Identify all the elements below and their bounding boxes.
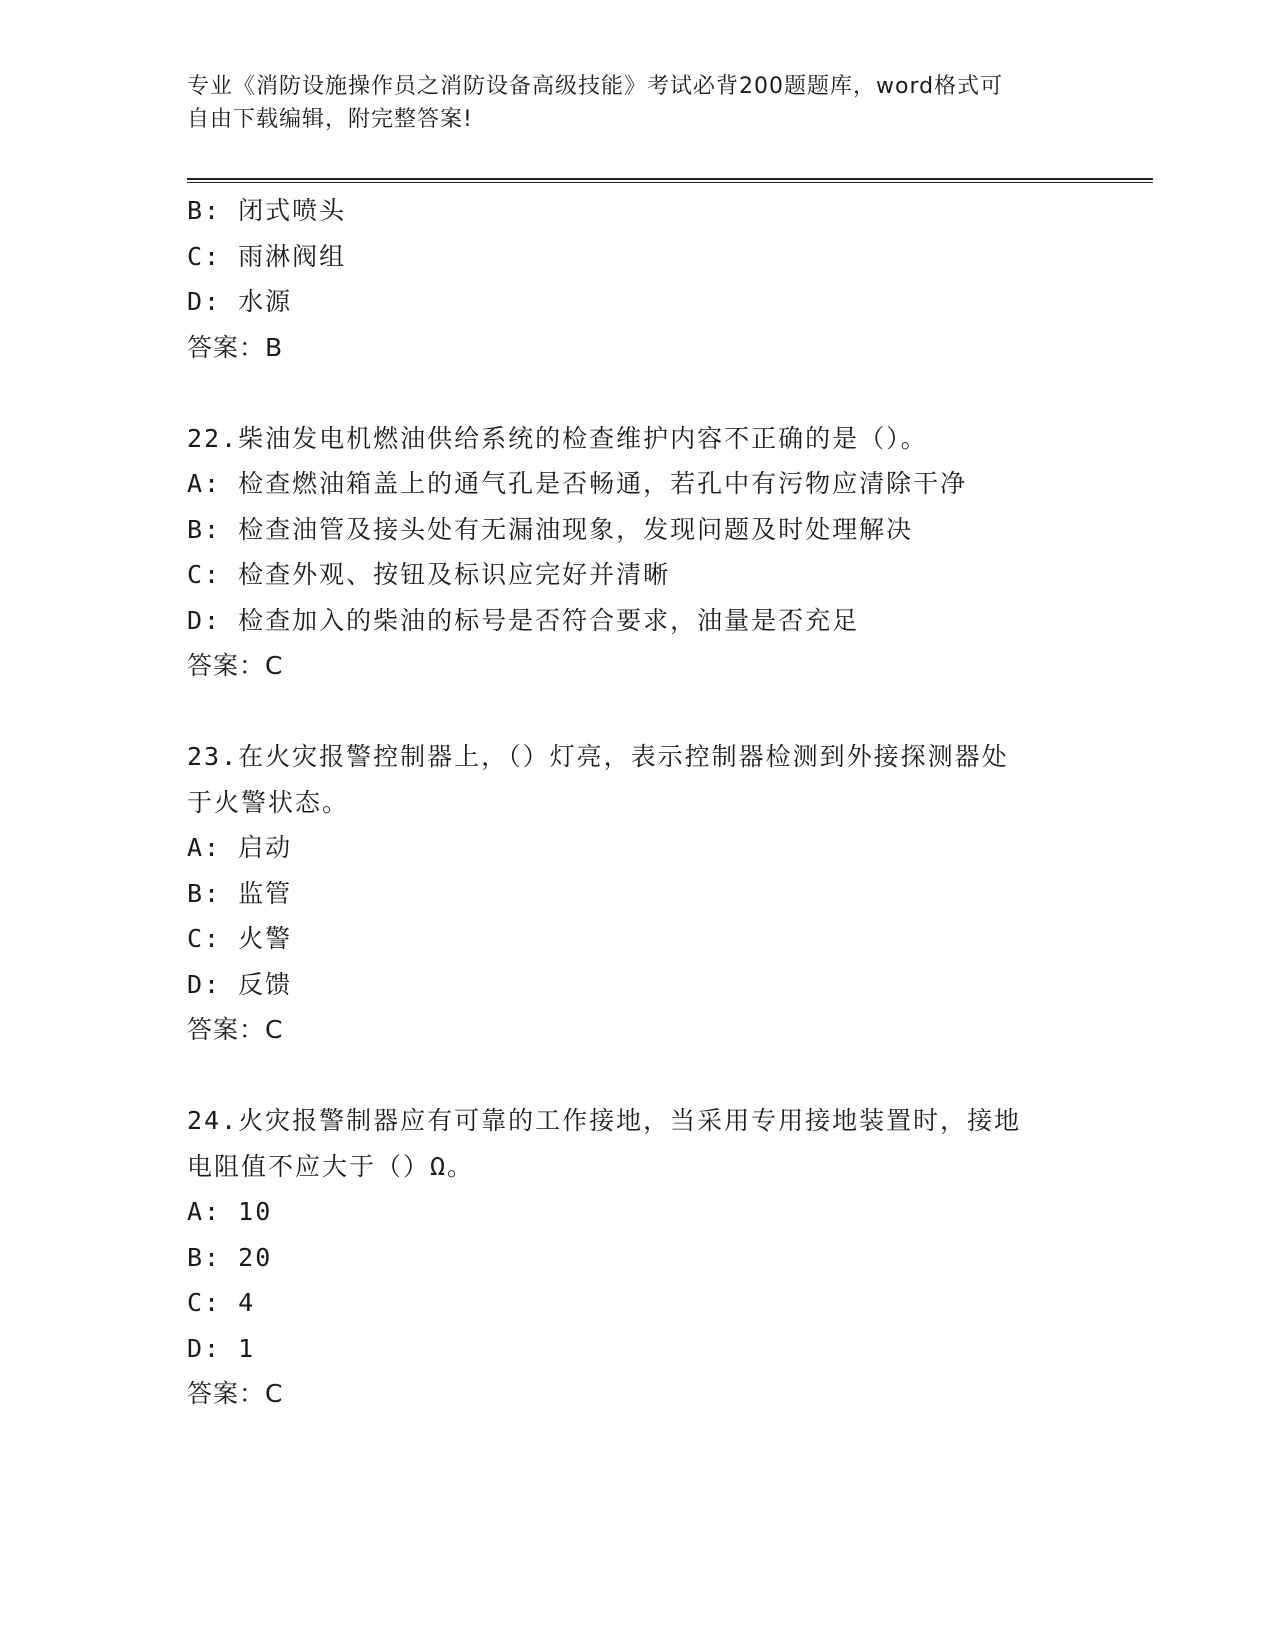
option-b: B: 闭式喷头: [187, 196, 347, 225]
question-stem-cont: 电阻值不应大于（）Ω。: [187, 1151, 475, 1181]
answer-line: 答案：C: [187, 651, 284, 680]
option-c: C: 火警: [187, 924, 293, 953]
question-stem-cont: 于火警状态。: [187, 787, 350, 817]
header-line-1: 专业《消防设施操作员之消防设备高级技能》考试必背200题题库，word格式可: [187, 74, 1004, 99]
question-stem: 24.火灾报警制器应有可靠的工作接地，当采用专用接地装置时，接地: [187, 1106, 1022, 1135]
option-d: D: 水源: [187, 287, 293, 316]
option-c: C: 4: [187, 1288, 256, 1317]
question-23: [187, 734, 1087, 1053]
header-line-2: 自由下载编辑，附完整答案!: [187, 107, 473, 132]
option-d: D: 1: [187, 1333, 256, 1363]
question-content: [187, 188, 1087, 1417]
option-b: B: 检查油管及接头处有无漏油现象，发现问题及时处理解决: [187, 514, 914, 544]
option-a: A: 启动: [187, 833, 293, 862]
answer-line: 答案：B: [187, 332, 284, 362]
answer-line: 答案：C: [187, 1015, 284, 1044]
header-rule: [187, 178, 1153, 183]
question-stem: 22.柴油发电机燃油供给系统的检查维护内容不正确的是（）。: [187, 423, 928, 453]
answer-line: 答案：C: [187, 1379, 284, 1408]
page-header: [187, 70, 1067, 136]
prev-question-tail: [187, 188, 1087, 370]
question-24: [187, 1098, 1087, 1417]
option-d: D: 检查加入的柴油的标号是否符合要求，油量是否充足: [187, 605, 860, 635]
question-22: [187, 416, 1087, 689]
option-a: A: 检查燃油箱盖上的通气孔是否畅通，若孔中有污物应清除干净: [187, 469, 968, 498]
option-a: A: 10: [187, 1197, 273, 1226]
option-c: C: 雨淋阀组: [187, 241, 347, 271]
option-c: C: 检查外观、按钮及标识应完好并清晰: [187, 560, 671, 589]
option-b: B: 20: [187, 1242, 273, 1272]
option-b: B: 监管: [187, 878, 293, 908]
option-d: D: 反馈: [187, 969, 293, 999]
question-stem: 23.在火灾报警控制器上，（）灯亮，表示控制器检测到外接探测器处: [187, 742, 1009, 771]
